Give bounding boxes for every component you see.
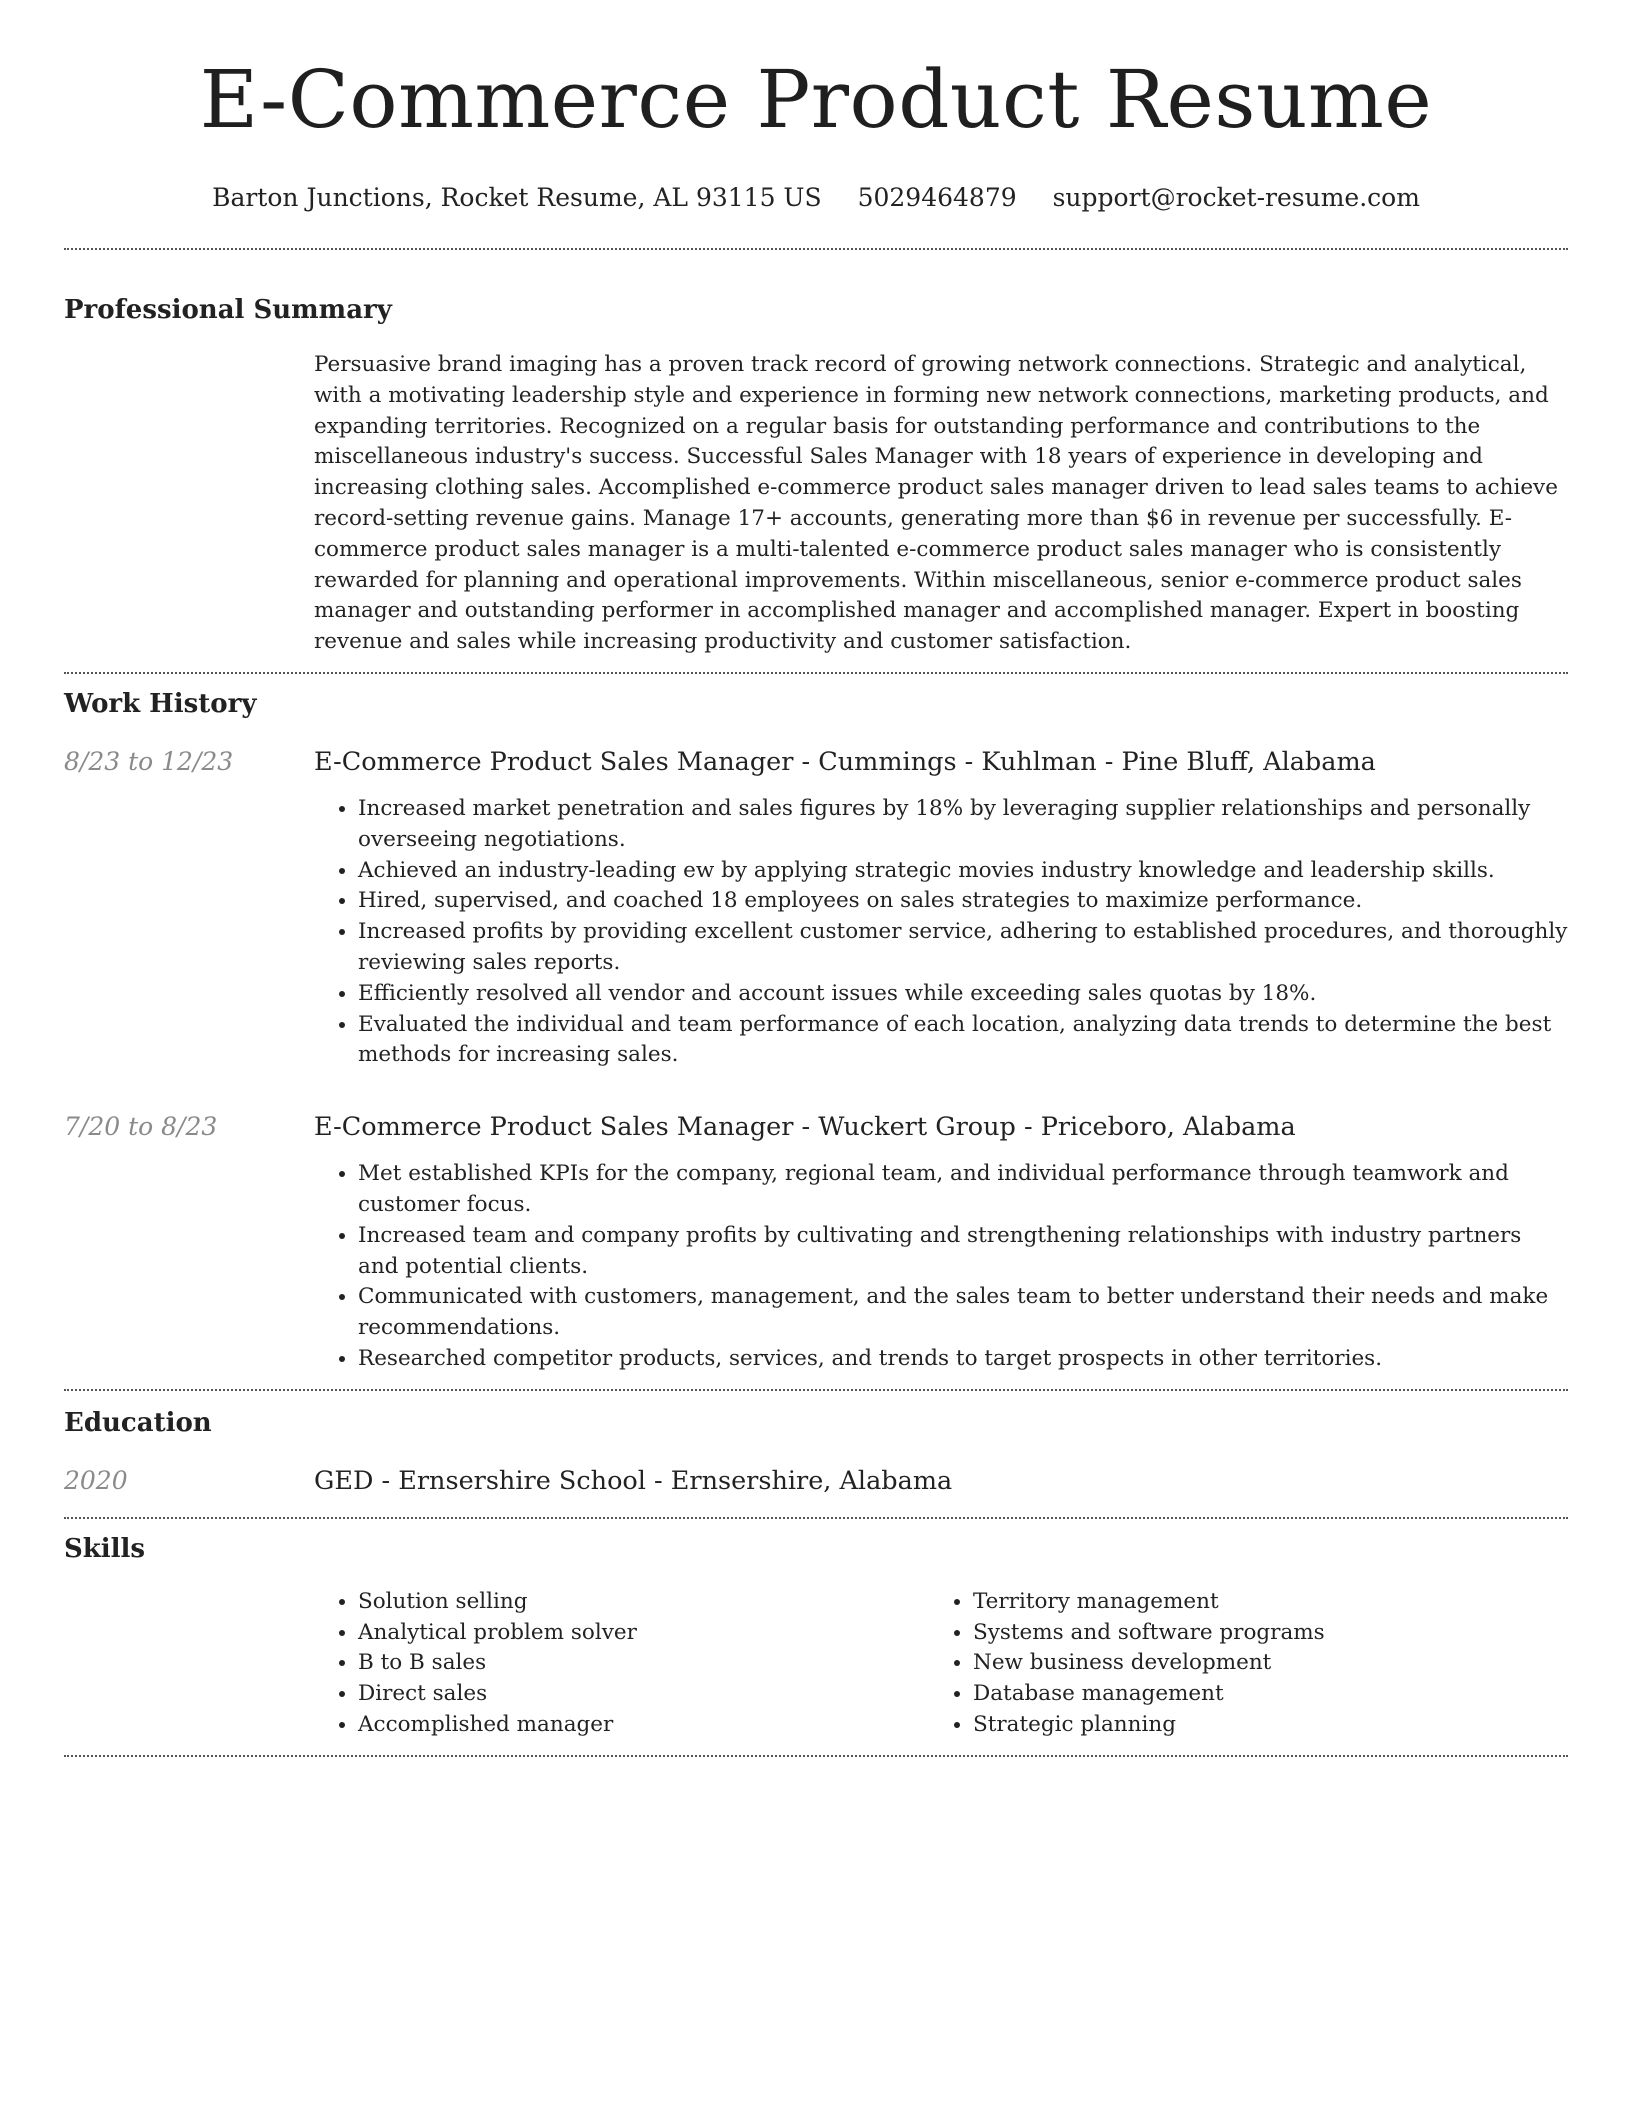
skill-item: • Systems and software programs xyxy=(973,1618,1544,1649)
summary-text: Persuasive brand imaging has a proven track record of growing network connections. Strategic and analytical, with a motivating leadership style and experience in forming new network connections, marketing products, and expanding territories. Recognized on a regular basis for outstanding performance and contributions to the miscellaneous industry's success. Successful Sales Manager with 18 years of experience in developing and increasing clothing sales. Accomplished e-commerce product sales manager driven to lead sales teams to achieve record-setting revenue gains. Manage 17+ accounts, generating more than $6 in revenue per successfully. E-commerce product sales manager is a multi-talented e-commerce product sales manager who is consistently rewarded for planning and operational improvements. Within miscellaneous, senior e-commerce product sales manager and outstanding performer in accomplished manager and accomplished manager. Expert in boosting revenue and sales while increasing productivity and customer satisfaction. xyxy=(314,352,1558,655)
job-bullet: • Hired, supervised, and coached 18 employees on sales strategies to maximize performance. xyxy=(358,886,1568,917)
skills-column-left xyxy=(314,1587,929,1741)
skill-item: • Solution selling xyxy=(358,1587,929,1618)
section-divider xyxy=(64,1517,1568,1519)
skills-section-title: Skills xyxy=(64,1533,146,1564)
job-bullet: • Increased team and company profits by cultivating and strengthening relationships with industry partners and potential clients. xyxy=(358,1221,1568,1283)
skills-column-right xyxy=(929,1587,1544,1741)
job-heading: E-Commerce Product Sales Manager - Cummings - Kuhlman - Pine Bluff, Alabama xyxy=(314,746,1376,777)
skill-item: • B to B sales xyxy=(358,1648,929,1679)
skill-item: • Direct sales xyxy=(358,1679,929,1710)
section-divider xyxy=(64,672,1568,674)
job-bullets xyxy=(314,794,1568,1071)
section-divider xyxy=(64,248,1568,250)
work-history-section-title: Work History xyxy=(64,688,257,719)
contact-email: support@rocket-resume.com xyxy=(1052,183,1420,212)
education-section-title: Education xyxy=(64,1407,212,1438)
skill-item: • Accomplished manager xyxy=(358,1710,929,1741)
job-entry xyxy=(64,746,1568,778)
education-date: 2020 xyxy=(64,1465,128,1495)
skill-item: • Database management xyxy=(973,1679,1544,1710)
job-bullet: • Communicated with customers, management, and the sales team to better understand their needs and make recommendations. xyxy=(358,1282,1568,1344)
job-bullet: • Increased market penetration and sales figures by 18% by leveraging supplier relationships and personally overseeing negotiations. xyxy=(358,794,1568,856)
resume-title: E-Commerce Product Resume xyxy=(199,53,1433,146)
summary-section-title: Professional Summary xyxy=(64,295,392,325)
skill-item: • Strategic planning xyxy=(973,1710,1544,1741)
section-divider xyxy=(64,1389,1568,1391)
section-divider xyxy=(64,1755,1568,1757)
contact-address: Barton Junctions, Rocket Resume, AL 93115 US xyxy=(212,183,822,212)
job-bullet: • Efficiently resolved all vendor and account issues while exceeding sales quotas by 18%. xyxy=(358,979,1568,1010)
job-bullets xyxy=(314,1159,1568,1375)
job-bullet: • Increased profits by providing excellent customer service, adhering to established procedures, and thoroughly reviewing sales reports. xyxy=(358,917,1568,979)
job-bullet: • Achieved an industry-leading ew by applying strategic movies industry knowledge and leadership skills. xyxy=(358,856,1568,887)
contact-phone: 5029464879 xyxy=(857,183,1017,212)
skill-item: • New business development xyxy=(973,1648,1544,1679)
contact-line xyxy=(64,182,1568,214)
job-date: 7/20 to 8/23 xyxy=(64,1112,218,1142)
education-entry xyxy=(64,1465,1568,1497)
skill-item: • Territory management xyxy=(973,1587,1544,1618)
job-bullet: • Met established KPIs for the company, regional team, and individual performance through teamwork and customer focus. xyxy=(358,1159,1568,1221)
job-bullet: • Evaluated the individual and team performance of each location, analyzing data trends to determine the best methods for increasing sales. xyxy=(358,1010,1568,1072)
job-bullet: • Researched competitor products, services, and trends to target prospects in other territories. xyxy=(358,1344,1568,1375)
education-heading: GED - Ernsershire School - Ernsershire, Alabama xyxy=(314,1465,953,1496)
job-entry xyxy=(64,1111,1568,1143)
skills-list xyxy=(314,1587,1568,1741)
skill-item: • Analytical problem solver xyxy=(358,1618,929,1649)
job-date: 8/23 to 12/23 xyxy=(64,746,234,776)
job-heading: E-Commerce Product Sales Manager - Wuckert Group - Priceboro, Alabama xyxy=(314,1112,1296,1143)
